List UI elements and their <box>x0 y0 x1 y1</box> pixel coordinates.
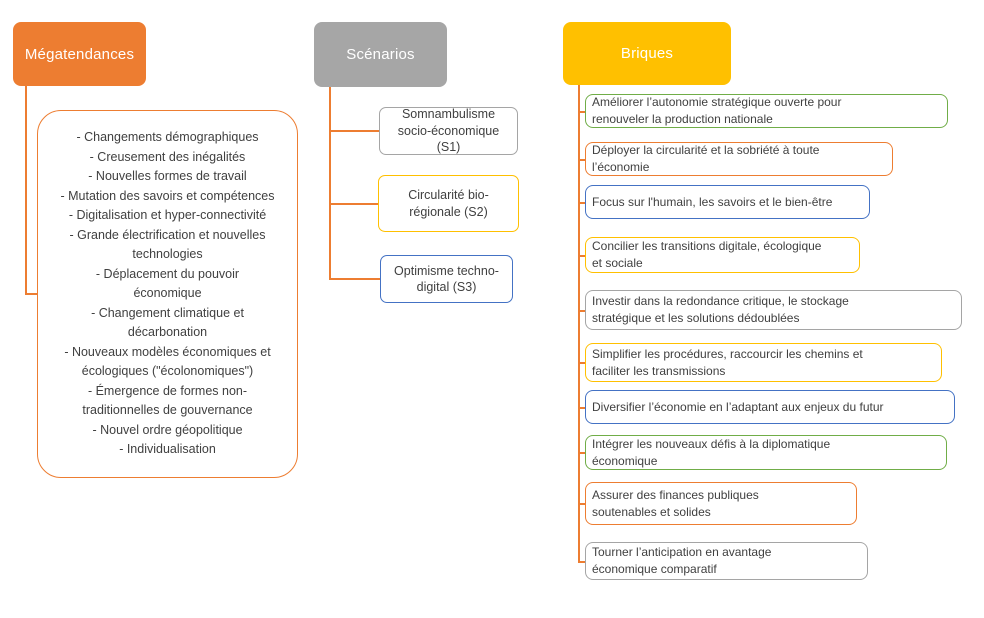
megatrend-item-line: technologies <box>132 247 203 262</box>
scenarios-header <box>314 22 447 87</box>
brique-label-line: Concilier les transitions digitale, écologique <box>592 239 822 253</box>
megatrend-item-line: décarbonation <box>127 325 208 340</box>
scenario-s3-connector-branch <box>329 278 380 280</box>
megatendances-connector-branch <box>25 293 37 295</box>
scenario-label-line: Somnambulisme <box>401 107 496 122</box>
megatrend-item <box>38 440 297 460</box>
brique-connector-branch <box>578 159 585 161</box>
megatrend-item-line: - Changements démographiques <box>76 130 259 145</box>
brique-connector-branch <box>578 407 585 409</box>
megatrend-item-line: - Nouvelles formes de travail <box>88 169 247 184</box>
scenarios-connector-vertical <box>329 87 331 279</box>
scenario-s1-connector-branch <box>329 130 379 132</box>
megatrend-item <box>38 421 297 441</box>
scenario-label-line: régionale (S2) <box>409 204 488 219</box>
brique-box-7 <box>585 390 955 424</box>
brique-label-line: soutenables et solides <box>592 504 711 519</box>
megatrend-item-line: - Nouveaux modèles économiques et <box>64 344 271 359</box>
megatrend-item <box>38 343 297 382</box>
megatrend-item-line: écologiques ("écolonomiques") <box>81 364 254 379</box>
scenario-s2-connector-branch <box>329 203 378 205</box>
brique-label-line: Focus sur l'humain, les savoirs et le bien-être <box>592 194 833 209</box>
megatrend-item-line: traditionnelles de gouvernance <box>82 403 253 418</box>
brique-connector-branch <box>578 561 585 563</box>
megatrend-item <box>38 206 297 226</box>
megatrend-item <box>38 187 297 207</box>
megatendances-list-box <box>37 110 298 478</box>
brique-label-line: renouveler la production nationale <box>592 112 773 126</box>
scenario-box-s1 <box>379 107 518 155</box>
megatendances-header-label: Mégatendances <box>24 45 135 63</box>
briques-header <box>563 22 731 85</box>
megatrend-item-line: économique <box>133 286 202 301</box>
brique-connector-branch <box>578 362 585 364</box>
brique-connector-branch <box>578 452 585 454</box>
megatrend-item-line: - Déplacement du pouvoir <box>95 266 240 281</box>
brique-label-line: Tourner l’anticipation en avantage <box>592 545 772 559</box>
brique-box-10 <box>585 542 868 580</box>
megatrend-item <box>38 128 297 148</box>
brique-label-line: et sociale <box>592 256 643 270</box>
scenario-label-line: Circularité bio- <box>408 188 489 202</box>
briques-connector-vertical <box>578 85 580 562</box>
scenario-label-line: socio-économique <box>397 123 500 138</box>
megatrend-item <box>38 226 297 265</box>
brique-box-5 <box>585 290 962 330</box>
megatrend-item <box>38 265 297 304</box>
brique-label-line: Diversifier l’économie en l’adaptant aux enjeux du futur <box>592 399 884 414</box>
brique-connector-branch <box>578 202 585 204</box>
briques-header-label: Briques <box>620 45 674 62</box>
brique-box-9 <box>585 482 857 525</box>
megatrend-item-line: - Grande électrification et nouvelles <box>69 227 266 242</box>
brique-connector-branch <box>578 503 585 505</box>
brique-label-line: économique comparatif <box>592 562 717 576</box>
megatrend-item-line: - Émergence de formes non- <box>87 383 248 398</box>
brique-box-6 <box>585 343 942 382</box>
scenario-label-line: Optimisme techno- <box>394 263 499 278</box>
megatendances-header <box>13 22 146 86</box>
brique-label-line: Intégrer les nouveaux défis à la diplomatique <box>592 436 831 451</box>
megatendances-connector-vertical <box>25 86 27 293</box>
megatrend-item <box>38 304 297 343</box>
megatrend-item-line: - Individualisation <box>119 442 216 457</box>
megatrend-item-line: - Digitalisation et hyper-connectivité <box>68 208 267 223</box>
megatrend-item <box>38 382 297 421</box>
brique-label-line: l’économie <box>592 160 650 174</box>
brique-box-1 <box>585 94 948 128</box>
brique-label-line: faciliter les transmissions <box>592 363 726 378</box>
brique-label-line: Assurer des finances publiques <box>592 487 759 502</box>
brique-label-line: économique <box>592 453 658 468</box>
megatrend-item-line: - Nouvel ordre géopolitique <box>92 422 243 437</box>
brique-connector-branch <box>578 255 585 257</box>
brique-connector-branch <box>578 111 585 113</box>
brique-label-line: Investir dans la redondance critique, le stockage <box>592 294 849 308</box>
brique-label-line: stratégique et les solutions dédoublées <box>592 311 800 325</box>
scenario-label-line: (S1) <box>436 140 461 155</box>
brique-box-2 <box>585 142 893 176</box>
scenarios-header-label: Scénarios <box>346 46 415 63</box>
brique-label-line: Simplifier les procédures, raccourcir les chemins et <box>592 346 863 361</box>
brique-connector-branch <box>578 310 585 312</box>
megatrend-item <box>38 148 297 168</box>
scenario-box-s3 <box>380 255 513 303</box>
scenario-box-s2 <box>378 175 519 232</box>
megatrend-item-line: - Changement climatique et <box>91 305 244 320</box>
brique-box-3 <box>585 185 870 219</box>
scenario-label-line: digital (S3) <box>416 280 477 294</box>
megatrend-item-line: - Mutation des savoirs et compétences <box>60 188 275 203</box>
megatrend-item-line: - Creusement des inégalités <box>89 149 246 164</box>
brique-box-8 <box>585 435 947 470</box>
megatrend-item <box>38 167 297 187</box>
brique-label-line: Améliorer l’autonomie stratégique ouverte pour <box>592 95 842 109</box>
brique-box-4 <box>585 237 860 273</box>
brique-label-line: Déployer la circularité et la sobriété à toute <box>592 143 820 157</box>
